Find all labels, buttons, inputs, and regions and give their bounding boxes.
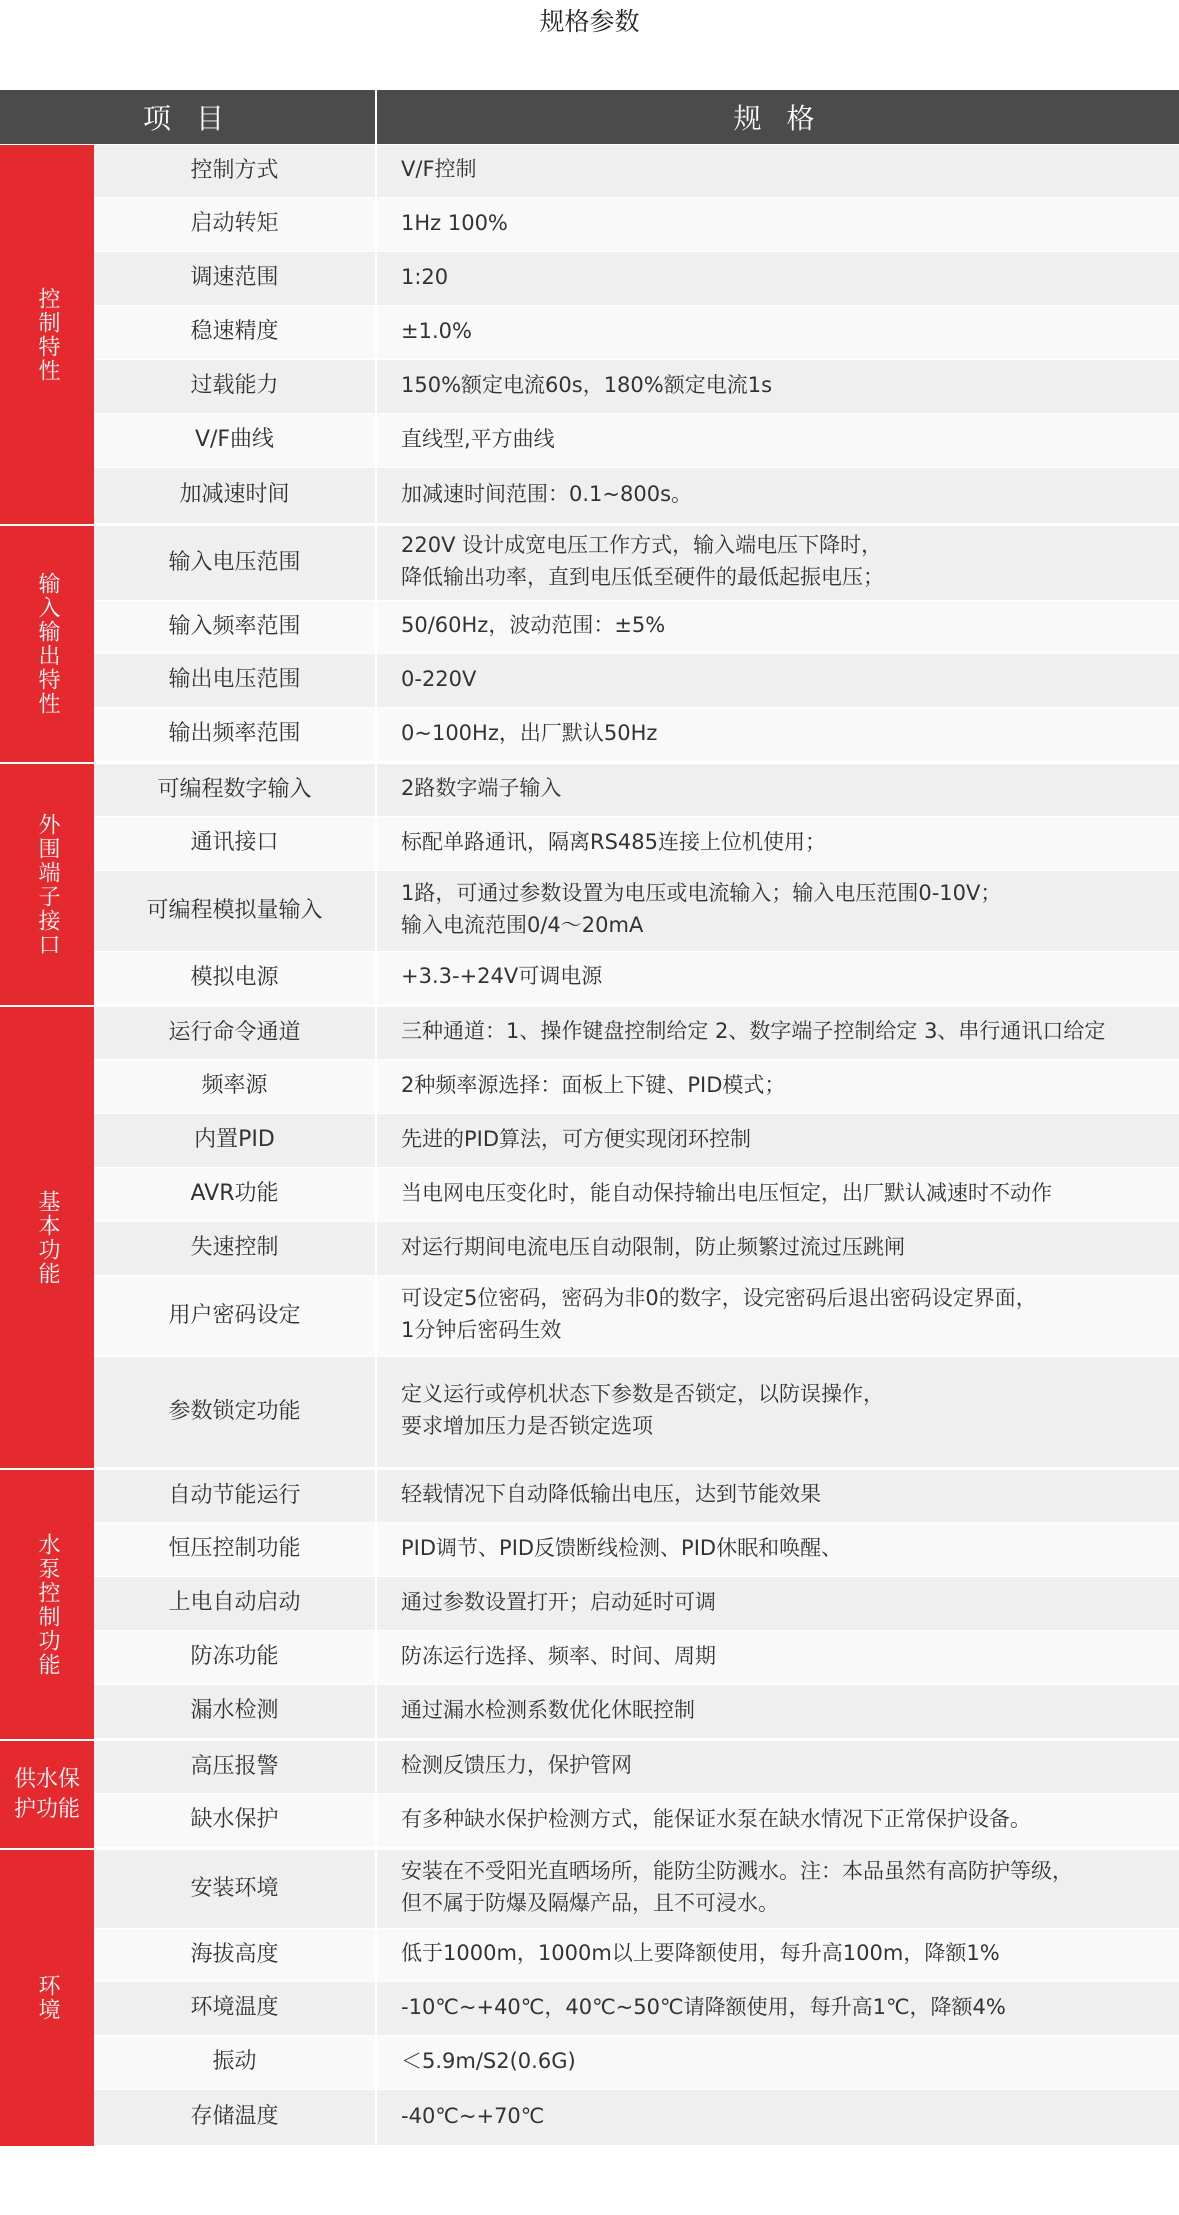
table-row — [94, 1794, 1179, 1848]
item-name: 环境温度 — [94, 1982, 377, 2035]
item-name: 高压报警 — [94, 1741, 377, 1793]
table-row — [94, 654, 1179, 708]
table-row — [94, 145, 1179, 198]
table-row — [94, 468, 1179, 524]
table-row — [94, 1523, 1179, 1577]
item-name: 通讯接口 — [94, 817, 377, 870]
group-label: 外围端子接口 — [0, 764, 94, 1005]
item-spec: 对运行期间电流电压自动限制，防止频繁过流过压跳闸 — [401, 1234, 905, 1259]
item-name: 存储温度 — [94, 2090, 377, 2145]
table-row — [94, 871, 1179, 952]
item-spec: -10℃~+40℃，40℃~50℃请降额使用，每升高1℃，降额4% — [401, 1994, 1006, 2019]
group-label: 基本功能 — [0, 1007, 94, 1468]
item-spec: 0~100Hz，出厂默认50Hz — [401, 720, 658, 745]
item-name: AVR功能 — [94, 1168, 377, 1221]
table-row — [94, 1007, 1179, 1060]
item-name: 输入电压范围 — [94, 526, 377, 600]
item-spec: 1路，可通过参数设置为电压或电流输入；输入电压范围0-10V； 输入电流范围0/4～20mA — [401, 881, 1002, 937]
spec-group — [0, 1741, 1179, 1850]
table-row — [94, 2090, 1179, 2146]
table-row — [94, 306, 1179, 360]
item-spec: 三种通道：1、操作键盘控制给定 2、数字端子控制给定 3、串行通讯口给定 — [401, 1019, 1106, 1043]
item-spec: 通过参数设置打开；启动延时可调 — [401, 1589, 716, 1614]
item-spec: 150%额定电流60s，180%额定电流1s — [401, 372, 773, 397]
table-row — [94, 1168, 1179, 1222]
group-label: 供水保护功能 — [0, 1741, 94, 1848]
item-name: 防冻功能 — [94, 1631, 377, 1684]
table-body — [0, 145, 1179, 2148]
table-row — [94, 708, 1179, 762]
item-name: 控制方式 — [94, 145, 377, 197]
item-name: 缺水保护 — [94, 1794, 377, 1847]
table-row — [94, 1741, 1179, 1794]
item-name: 模拟电源 — [94, 952, 377, 1004]
item-spec: 定义运行或停机状态下参数是否锁定，以防误操作， 要求增加压力是否锁定选项 — [401, 1382, 884, 1438]
table-row — [94, 252, 1179, 306]
item-name: 自动节能运行 — [94, 1470, 377, 1522]
spec-group — [0, 1470, 1179, 1741]
item-name: 可编程模拟量输入 — [94, 871, 377, 951]
item-spec: 直线型,平方曲线 — [401, 426, 555, 451]
group-label: 环境 — [0, 1850, 94, 2146]
table-row — [94, 1357, 1179, 1468]
header-spec: 规 格 — [733, 102, 823, 135]
item-name: 漏水检测 — [94, 1685, 377, 1738]
group-rows — [94, 145, 1179, 524]
spec-group — [0, 145, 1179, 526]
item-name: 内置PID — [94, 1114, 377, 1167]
item-spec: 通过漏水检测系数优化休眠控制 — [401, 1697, 695, 1722]
table-row — [94, 1850, 1179, 1929]
item-spec: ±1.0% — [401, 318, 472, 343]
table-row — [94, 1222, 1179, 1276]
table-row — [94, 1060, 1179, 1114]
item-name: 海拔高度 — [94, 1929, 377, 1981]
item-name: 启动转矩 — [94, 198, 377, 251]
table-row — [94, 952, 1179, 1005]
item-spec: 0-220V — [401, 666, 477, 691]
item-name: 过载能力 — [94, 360, 377, 413]
item-spec: V/F控制 — [401, 157, 477, 181]
item-spec: 轻载情况下自动降低输出电压，达到节能效果 — [401, 1482, 821, 1506]
group-rows — [94, 1007, 1179, 1468]
header-item: 项 目 — [0, 90, 377, 144]
item-spec: 当电网电压变化时，能自动保持输出电压恒定，出厂默认减速时不动作 — [401, 1180, 1052, 1205]
group-label: 水泵控制功能 — [0, 1470, 94, 1739]
item-spec: 1:20 — [401, 264, 449, 289]
table-row — [94, 2036, 1179, 2090]
spec-table — [0, 90, 1179, 2148]
spec-group — [0, 1850, 1179, 2148]
item-spec: 加减速时间范围：0.1~800s。 — [401, 481, 693, 506]
item-spec: 标配单路通讯，隔离RS485连接上位机使用； — [401, 829, 827, 854]
item-name: 上电自动启动 — [94, 1577, 377, 1630]
item-spec: -40℃~+70℃ — [401, 2103, 545, 2128]
item-name: V/F曲线 — [94, 414, 377, 467]
item-spec: 有多种缺水保护检测方式，能保证水泵在缺水情况下正常保护设备。 — [401, 1806, 1031, 1831]
item-spec: 检测反馈压力，保护管网 — [401, 1753, 632, 1777]
group-rows — [94, 764, 1179, 1005]
table-row — [94, 1631, 1179, 1685]
item-spec: 2种频率源选择：面板上下键、PID模式； — [401, 1072, 786, 1097]
group-rows — [94, 526, 1179, 762]
item-spec: +3.3-+24V可调电源 — [401, 964, 603, 988]
table-row — [94, 1577, 1179, 1631]
item-spec: ＜5.9m/S2(0.6G) — [401, 2048, 576, 2073]
item-name: 可编程数字输入 — [94, 764, 377, 816]
table-row — [94, 360, 1179, 414]
item-spec: 可设定5位密码，密码为非0的数字，设完密码后退出密码设定界面， 1分钟后密码生效 — [401, 1286, 1037, 1342]
table-row — [94, 764, 1179, 817]
group-label: 控制特性 — [0, 145, 94, 524]
item-spec: 防冻运行选择、频率、时间、周期 — [401, 1643, 716, 1668]
item-name: 失速控制 — [94, 1222, 377, 1275]
item-spec: PID调节、PID反馈断线检测、PID休眠和唤醒、 — [401, 1535, 843, 1560]
item-name: 输出电压范围 — [94, 654, 377, 707]
table-row — [94, 1685, 1179, 1739]
table-header — [0, 90, 1179, 145]
table-row — [94, 817, 1179, 871]
item-spec: 2路数字端子输入 — [401, 776, 562, 800]
item-name: 频率源 — [94, 1060, 377, 1113]
item-name: 调速范围 — [94, 252, 377, 305]
table-row — [94, 1982, 1179, 2036]
group-label: 输入输出特性 — [0, 526, 94, 762]
item-name: 输入频率范围 — [94, 601, 377, 653]
table-row — [94, 198, 1179, 252]
item-name: 稳速精度 — [94, 306, 377, 359]
table-row — [94, 1114, 1179, 1168]
item-name: 参数锁定功能 — [94, 1357, 377, 1467]
item-name: 运行命令通道 — [94, 1007, 377, 1059]
item-spec: 50/60Hz，波动范围：±5% — [401, 613, 666, 637]
table-row — [94, 526, 1179, 601]
page-title: 规格参数 — [539, 7, 640, 36]
spec-group — [0, 764, 1179, 1007]
item-spec: 先进的PID算法，可方便实现闭环控制 — [401, 1126, 752, 1151]
table-row — [94, 1470, 1179, 1523]
item-name: 输出频率范围 — [94, 708, 377, 761]
group-rows — [94, 1850, 1179, 2146]
table-row — [94, 1276, 1179, 1357]
item-name: 安装环境 — [94, 1850, 377, 1928]
table-row — [94, 414, 1179, 468]
group-rows — [94, 1470, 1179, 1739]
item-spec: 低于1000m，1000m以上要降额使用，每升高100m，降额1% — [401, 1941, 1000, 1965]
table-row — [94, 601, 1179, 654]
item-name: 用户密码设定 — [94, 1276, 377, 1356]
item-spec: 220V 设计成宽电压工作方式，输入端电压下降时， 降低输出功率，直到电压低至硬件的最低起振电压； — [401, 533, 884, 589]
item-spec: 1Hz 100% — [401, 210, 508, 235]
item-name: 恒压控制功能 — [94, 1523, 377, 1576]
group-rows — [94, 1741, 1179, 1848]
spec-group — [0, 1007, 1179, 1470]
table-row — [94, 1929, 1179, 1982]
item-name: 加减速时间 — [94, 468, 377, 523]
item-spec: 安装在不受阳光直晒场所，能防尘防溅水。注：本品虽然有高防护等级， 但不属于防爆及隔爆产品，且不可浸水。 — [401, 1859, 1073, 1915]
item-name: 振动 — [94, 2036, 377, 2089]
spec-group — [0, 526, 1179, 764]
